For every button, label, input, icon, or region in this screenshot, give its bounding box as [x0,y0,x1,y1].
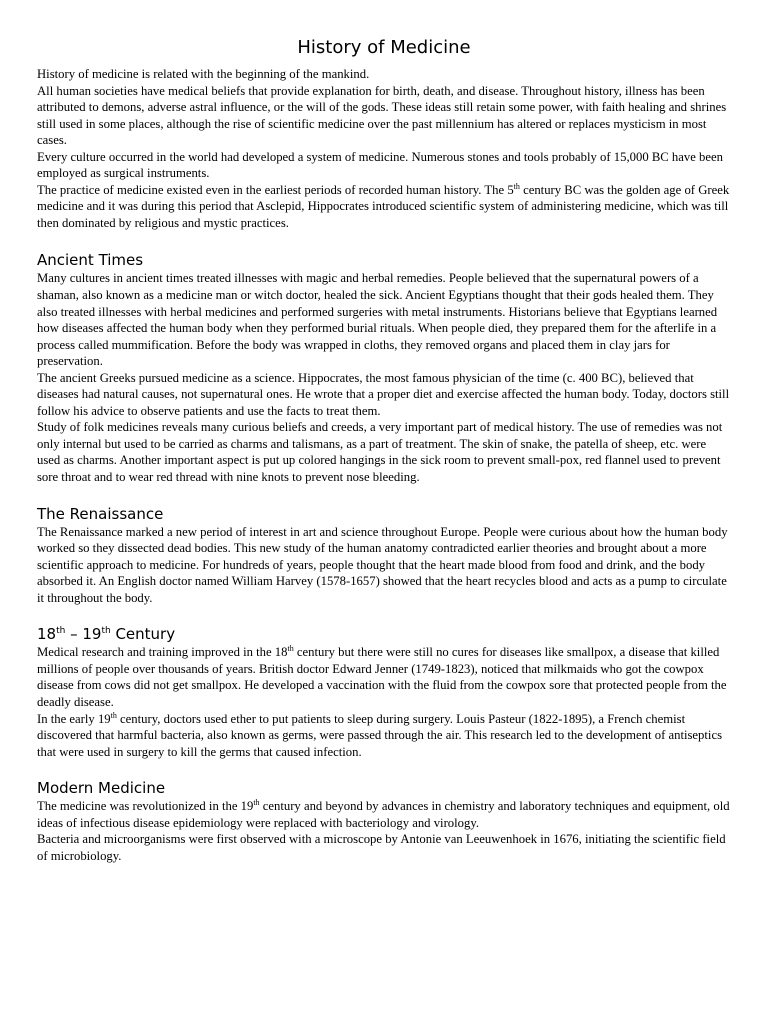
renaissance-paragraph-1: The Renaissance marked a new period of interest in art and science throughout Europe. People were curious about how the human body worked so they dissected dead bodies. This new study of the human anatomy contradicted earlier theories and brought about a more scientific approach to medicine. For hundreds of years, people thought that the heart made blood from food and drink, and the body absorbed it. An English doctor named William Harvey (1578-1657) showed that the heart recycles blood and acts as a pump to circulate it throughout the body. [37,524,728,605]
section-heading [37,624,731,644]
ordinal-suffix: th [253,797,260,807]
modern-medicine-section [37,778,731,864]
ancient-times-section [37,250,731,485]
ancient-paragraph-3: Study of folk medicines reveals many curious beliefs and creeds, a very important part of medical history. The use of remedies was not only internal but used to be carried as charms and talismans, as a part of treatment. The skin of snake, the patella of sheep, etc. were used as charms. Another important aspect is put up colored hangings in the sick room to prevent small-pox, red flannel used to prevent sore throat and to wear red thread with nine knots to prevent nose bleeding. [37,420,723,485]
paragraph-text: century, doctors used ether to put patients to sleep during surgery. Louis Pasteur (1822-1895), a French chemist discovered that harmful bacteria, also known as germs, were passed through the air. This research led to the development of antiseptics that were used in surgery to kill the germs that caused infection. [37,711,723,759]
heading-part: Century [110,625,176,644]
section-heading: Ancient Times [37,251,144,270]
section-heading: Modern Medicine [37,779,166,798]
paragraph-text: In the early 19 [37,711,111,726]
section-heading: The Renaissance [37,504,164,523]
page-title: History of Medicine [297,37,471,58]
intro-text-before: The practice of medicine existed even in the earliest periods of recorded human history. The 5 [37,182,514,197]
paragraph-text: century but there were still no cures for diseases like smallpox, a disease that killed millions of people over thousands of years. British doctor Edward Jenner (1749-1823), noticed that milkmaids who got the cowpox disease from cows did not get smallpox. He developed a vaccination with the fluid from the cowpox sore that protected people from the deadly disease. [37,645,727,709]
paragraph-text: century and beyond by advances in chemistry and laboratory techniques and equipment, old ideas of infectious disease epidemiology were replaced with bacteriology and virology. [37,799,730,830]
ordinal-suffix: th [513,181,520,191]
renaissance-section [37,504,731,607]
ordinal-suffix: th [101,626,111,637]
ancient-paragraph-2: The ancient Greeks pursued medicine as a science. Hippocrates, the most famous physician of the time (c. 400 BC), believed that diseases had natural causes, not supernatural ones. He wrote that a proper diet and exercise affected the human body. Today, doctors still follow his advice to observe patients and use the facts to treat them. [37,370,730,418]
intro-paragraph-1: History of medicine is related with the beginning of the mankind. [37,67,370,81]
ordinal-suffix: th [56,626,66,637]
intro-paragraph-4 [37,182,731,232]
paragraph-text: The medicine was revolutionized in the 19 [37,799,254,814]
century-paragraph-2 [37,711,731,761]
intro-paragraph-2: All human societies have medical beliefs that provide explanation for birth, death, and disease. Throughout history, illness has been attributed to demons, adverse astral influence, or the will of the gods. These ideas still retain some power, with faith healing and shrines still used in some places, although the rise of scientific medicine over the past millennium has altered or replaces mysticism in most cases. [37,83,727,148]
intro-section [37,66,731,231]
heading-part: – 19 [65,625,102,644]
paragraph-text: Medical research and training improved in the 18 [37,645,288,660]
ordinal-suffix: th [110,710,117,720]
intro-paragraph-3: Every culture occurred in the world had developed a system of medicine. Numerous stones and tools probably of 15,000 BC have been employed as surgical instruments. [37,149,723,181]
modern-paragraph-1 [37,798,731,831]
heading-part: 18 [37,625,57,644]
century-paragraph-1 [37,644,731,710]
modern-paragraph-2: Bacteria and microorganisms were first observed with a microscope by Antonie van Leeuwenhoek in 1676, initiating the scientific field of microbiology. [37,832,726,863]
century-section [37,624,731,760]
intro-text-after: century BC was the golden age of Greek medicine and it was during this period that Asclepid, Hippocrates introduced scientific system of administering medicine, which was till then dominated by religious and mystic practices. [37,182,730,230]
ancient-paragraph-1: Many cultures in ancient times treated illnesses with magic and herbal remedies. People believed that the supernatural powers of a shaman, also known as a medicine man or witch doctor, healed the sick. Ancient Egyptians thought that their gods healed them. They also treated illnesses with herbal medicines and performed surgeries with metal instruments. Historians believe that Egyptians learned how diseases affected the human body when they performed burial rituals. When people died, they prepared them for the afterlife in a process called mummification. Before the body was wrapped in cloths, they removed organs and placed them in clay jars for preservation. [37,271,718,369]
ordinal-suffix: th [287,644,294,654]
